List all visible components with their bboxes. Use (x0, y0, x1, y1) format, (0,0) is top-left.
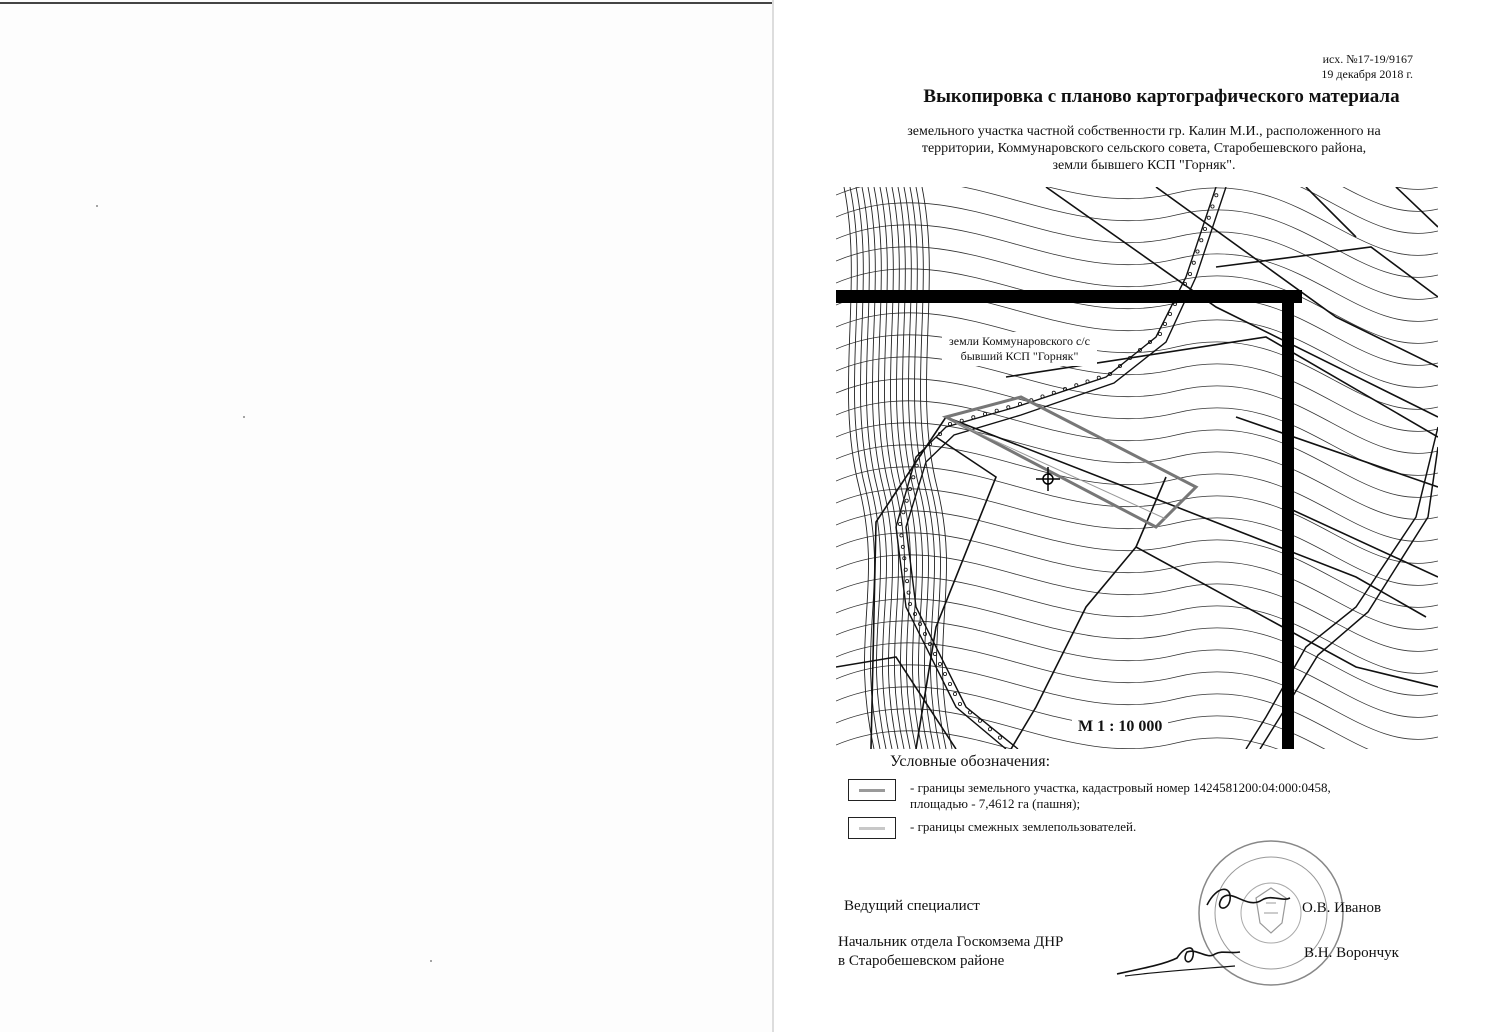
subtitle-line: земельного участка частной собственности гр. Калин М.И., расположенного на (907, 124, 1381, 139)
department-head-title (838, 933, 1063, 971)
legend-heading: Условные обозначения: (890, 753, 1051, 770)
scan-speck (243, 416, 245, 418)
legend-swatch-line (859, 827, 885, 830)
map-area-label-line: бывший КСП "Горняк" (960, 349, 1079, 363)
lead-specialist-name: О.В. Иванов (1302, 900, 1382, 916)
map-drawing (836, 187, 1438, 749)
department-head-title-line: Начальник отдела Госкомзема ДНР (838, 934, 1064, 950)
legend-swatch-line (859, 789, 885, 792)
signature-ivanov (1202, 880, 1292, 920)
department-head-name: В.Н. Ворончук (1304, 945, 1399, 961)
outgoing-number: исх. №17-19/9167 (1322, 52, 1413, 66)
document-date: 19 декабря 2018 г. (1321, 67, 1413, 81)
signature-voronchuk (1115, 936, 1245, 981)
document-subtitle (874, 123, 1414, 174)
legend-text-line: площадью - 7,4612 га (пашня); (910, 796, 1081, 811)
scan-speck (96, 205, 98, 207)
legend-swatch-adjacent (848, 817, 896, 839)
cadastral-map (836, 187, 1438, 749)
scan-speck (430, 960, 432, 962)
map-area-label (942, 332, 1097, 366)
map-area-label-line: земли Коммунаровского с/с (949, 334, 1090, 348)
lead-specialist-title: Ведущий специалист (844, 898, 980, 914)
legend-text-line: - границы земельного участка, кадастровый номер 1424581200:04:000:0458, (910, 780, 1331, 795)
page-edge-line (0, 2, 772, 4)
document-title: Выкопировка с планово картографического материала (923, 86, 1400, 107)
legend-text-adjacent (910, 819, 1136, 835)
subtitle-line: земли бывшего КСП "Горняк". (1052, 158, 1236, 173)
legend-text-line: - границы смежных землепользователей. (910, 819, 1137, 834)
department-head-title-line: в Старобешевском районе (838, 953, 1005, 969)
subtitle-line: территории, Коммунаровского сельского совета, Старобешевского района, (921, 141, 1367, 156)
map-scale: М 1 : 10 000 (1072, 717, 1168, 737)
legend-text-plot (910, 780, 1331, 812)
legend-swatch-plot (848, 779, 896, 801)
